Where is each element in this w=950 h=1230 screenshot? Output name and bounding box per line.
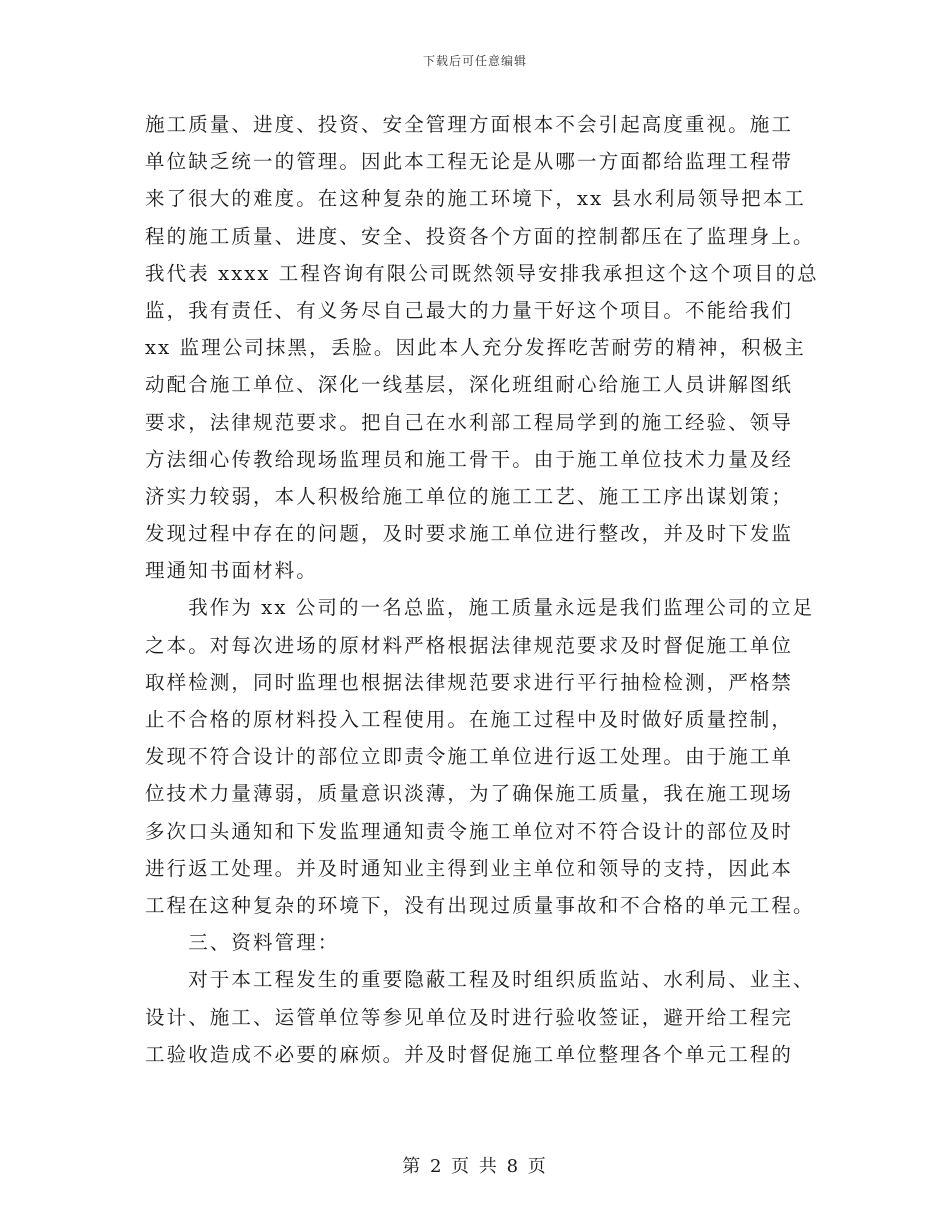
text-line: 取样检测，同时监理也根据法律规范要求进行平行抽检检测，严格禁 <box>145 670 794 694</box>
text-line: 我作为 xx 公司的一名总监，施工质量永远是我们监理公司的立足 <box>145 596 815 620</box>
text-line: 程的施工质量、进度、安全、投资各个方面的控制都压在了监理身上。 <box>145 224 815 248</box>
text-line: 济实力较弱，本人积极给施工单位的施工工艺、施工工序出谋划策； <box>145 484 794 508</box>
text-line: 设计、施工、运管单位等参见单位及时进行验收签证，避开给工程完 <box>145 1005 794 1029</box>
body-text <box>145 106 819 1073</box>
text-line: xx 监理公司抹黑，丢脸。因此本人充分发挥吃苦耐劳的精神，积极主 <box>145 336 806 360</box>
text-line: 施工质量、进度、投资、安全管理方面根本不会引起高度重视。施工 <box>145 113 794 136</box>
text-line: 工验收造成不必要的麻烦。并及时督促施工单位整理各个单元工程的 <box>145 1042 794 1066</box>
text-line: 发现过程中存在的问题，及时要求施工单位进行整改，并及时下发监 <box>145 522 794 546</box>
text-line: 我代表 xxxx 工程咨询有限公司既然领导安排我承担这个这个项目的总 <box>145 261 819 285</box>
page-number: 第 2 页 共 8 页 <box>402 1156 548 1177</box>
text-line: 工程在这种复杂的环境下，没有出现过质量事故和不合格的单元工程。 <box>145 893 815 917</box>
text-line: 理通知书面材料。 <box>145 559 318 583</box>
text-line: 动配合施工单位、深化一线基层，深化班组耐心给施工人员讲解图纸 <box>145 373 794 397</box>
text-line: 监，我有责任、有义务尽自己最大的力量干好这个项目。不能给我们 <box>145 298 794 322</box>
text-line: 进行返工处理。并及时通知业主得到业主单位和领导的支持，因此本 <box>145 856 794 880</box>
page-header: 下载后可任意编辑 <box>422 54 527 68</box>
text-line: 发现不符合设计的部位立即责令施工单位进行返工处理。由于施工单 <box>145 745 794 769</box>
text-line: 对于本工程发生的重要隐蔽工程及时组织质监站、水利局、业主、 <box>145 968 815 992</box>
text-line: 位技术力量薄弱，质量意识淡薄，为了确保施工质量，我在施工现场 <box>145 782 794 806</box>
text-line: 单位缺乏统一的管理。因此本工程无论是从哪一方面都给监理工程带 <box>145 150 794 174</box>
text-line: 多次口头通知和下发监理通知责令施工单位对不符合设计的部位及时 <box>145 819 794 843</box>
text-line: 要求，法律规范要求。把自己在水利部工程局学到的施工经验、领导 <box>145 410 794 434</box>
text-line: 来了很大的难度。在这种复杂的施工环境下，xx 县水利局领导把本工 <box>145 187 806 211</box>
text-line: 止不合格的原材料投入工程使用。在施工过程中及时做好质量控制， <box>145 708 794 731</box>
text-line: 之本。对每次进场的原材料严格根据法律规范要求及时督促施工单位 <box>145 633 794 657</box>
section-heading: 三、资料管理： <box>145 931 340 955</box>
text-line: 方法细心传教给现场监理员和施工骨干。由于施工单位技术力量及经 <box>145 447 794 471</box>
